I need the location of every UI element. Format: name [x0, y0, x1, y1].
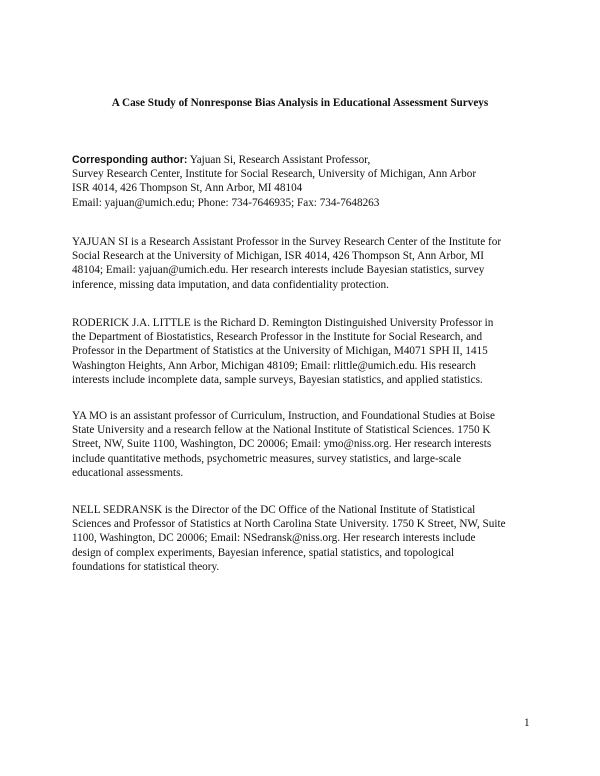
bio-line: 48104; Email: yajuan@umich.edu. Her research interests include Bayesian statistics, survey [72, 264, 485, 277]
author-bio-sedransk [72, 503, 542, 574]
corresponding-author-label: Corresponding author: [72, 154, 188, 166]
contact-line: Email: yajuan@umich.edu; Phone: 734-7646935; Fax: 734-7648263 [72, 196, 380, 209]
address-line: ISR 4014, 426 Thompson St, Ann Arbor, MI 48104 [72, 182, 303, 195]
author-bio-little [72, 316, 542, 387]
bio-line: YAJUAN SI is a Research Assistant Professor in the Survey Research Center of the Institute for [72, 236, 502, 248]
bio-line: include quantitative methods, psychometric measures, survey statistics, and large-scale [72, 452, 462, 465]
bio-line: Sciences and Professor of Statistics at North Carolina State University. 1750 K Street, NW, Suite [72, 518, 506, 531]
bio-line: interests include incomplete data, sample surveys, Bayesian statistics, and applied statistics. [72, 373, 483, 386]
affiliation-line: Survey Research Center, Institute for Social Research, University of Michigan, Ann Arbor [72, 168, 477, 181]
page-number: 1 [524, 717, 530, 729]
bio-line: State University and a research fellow at the National Institute of Statistical Sciences. 1750 K [72, 424, 491, 437]
bio-line: Professor in the Department of Statistics at the University of Michigan, M4071 SPH II, 1415 [72, 345, 488, 358]
bio-line: Social Research at the University of Michigan, ISR 4014, 426 Thompson St, Ann Arbor, MI [72, 250, 484, 263]
bio-line: 1100, Washington, DC 20006; Email: NSedransk@niss.org. Her research interests include [72, 532, 476, 545]
bio-line: YA MO is an assistant professor of Curriculum, Instruction, and Foundational Studies at Boise [72, 410, 495, 422]
corresponding-author-block [72, 153, 542, 210]
author-bio-si [72, 235, 542, 292]
bio-line: design of complex experiments, Bayesian inference, spatial statistics, and topological [72, 546, 455, 559]
corresponding-author-line [72, 153, 542, 167]
bio-line: the Department of Biostatistics, Research Professor in the Institute for Social Research, and [72, 331, 483, 344]
corresponding-author-name: Yajuan Si, Research Assistant Professor, [187, 154, 371, 166]
bio-line: inference, missing data imputation, and data confidentiality protection. [72, 278, 389, 291]
bio-line: foundations for statistical theory. [72, 560, 220, 573]
bio-line: educational assessments. [72, 466, 184, 479]
bio-line: Street, NW, Suite 1100, Washington, DC 20006; Email: ymo@niss.org. Her research interests [72, 438, 492, 451]
bio-line: RODERICK J.A. LITTLE is the Richard D. Remington Distinguished University Professor in [72, 317, 494, 329]
paper-title: A Case Study of Nonresponse Bias Analysis in Educational Assessment Surveys [111, 97, 489, 109]
bio-line: Washington Heights, Ann Arbor, Michigan 48109; Email: rlittle@umich.edu. His research [72, 359, 476, 372]
bio-line: NELL SEDRANSK is the Director of the DC Office of the National Institute of Statistical [72, 504, 476, 516]
author-bio-mo [72, 409, 542, 480]
